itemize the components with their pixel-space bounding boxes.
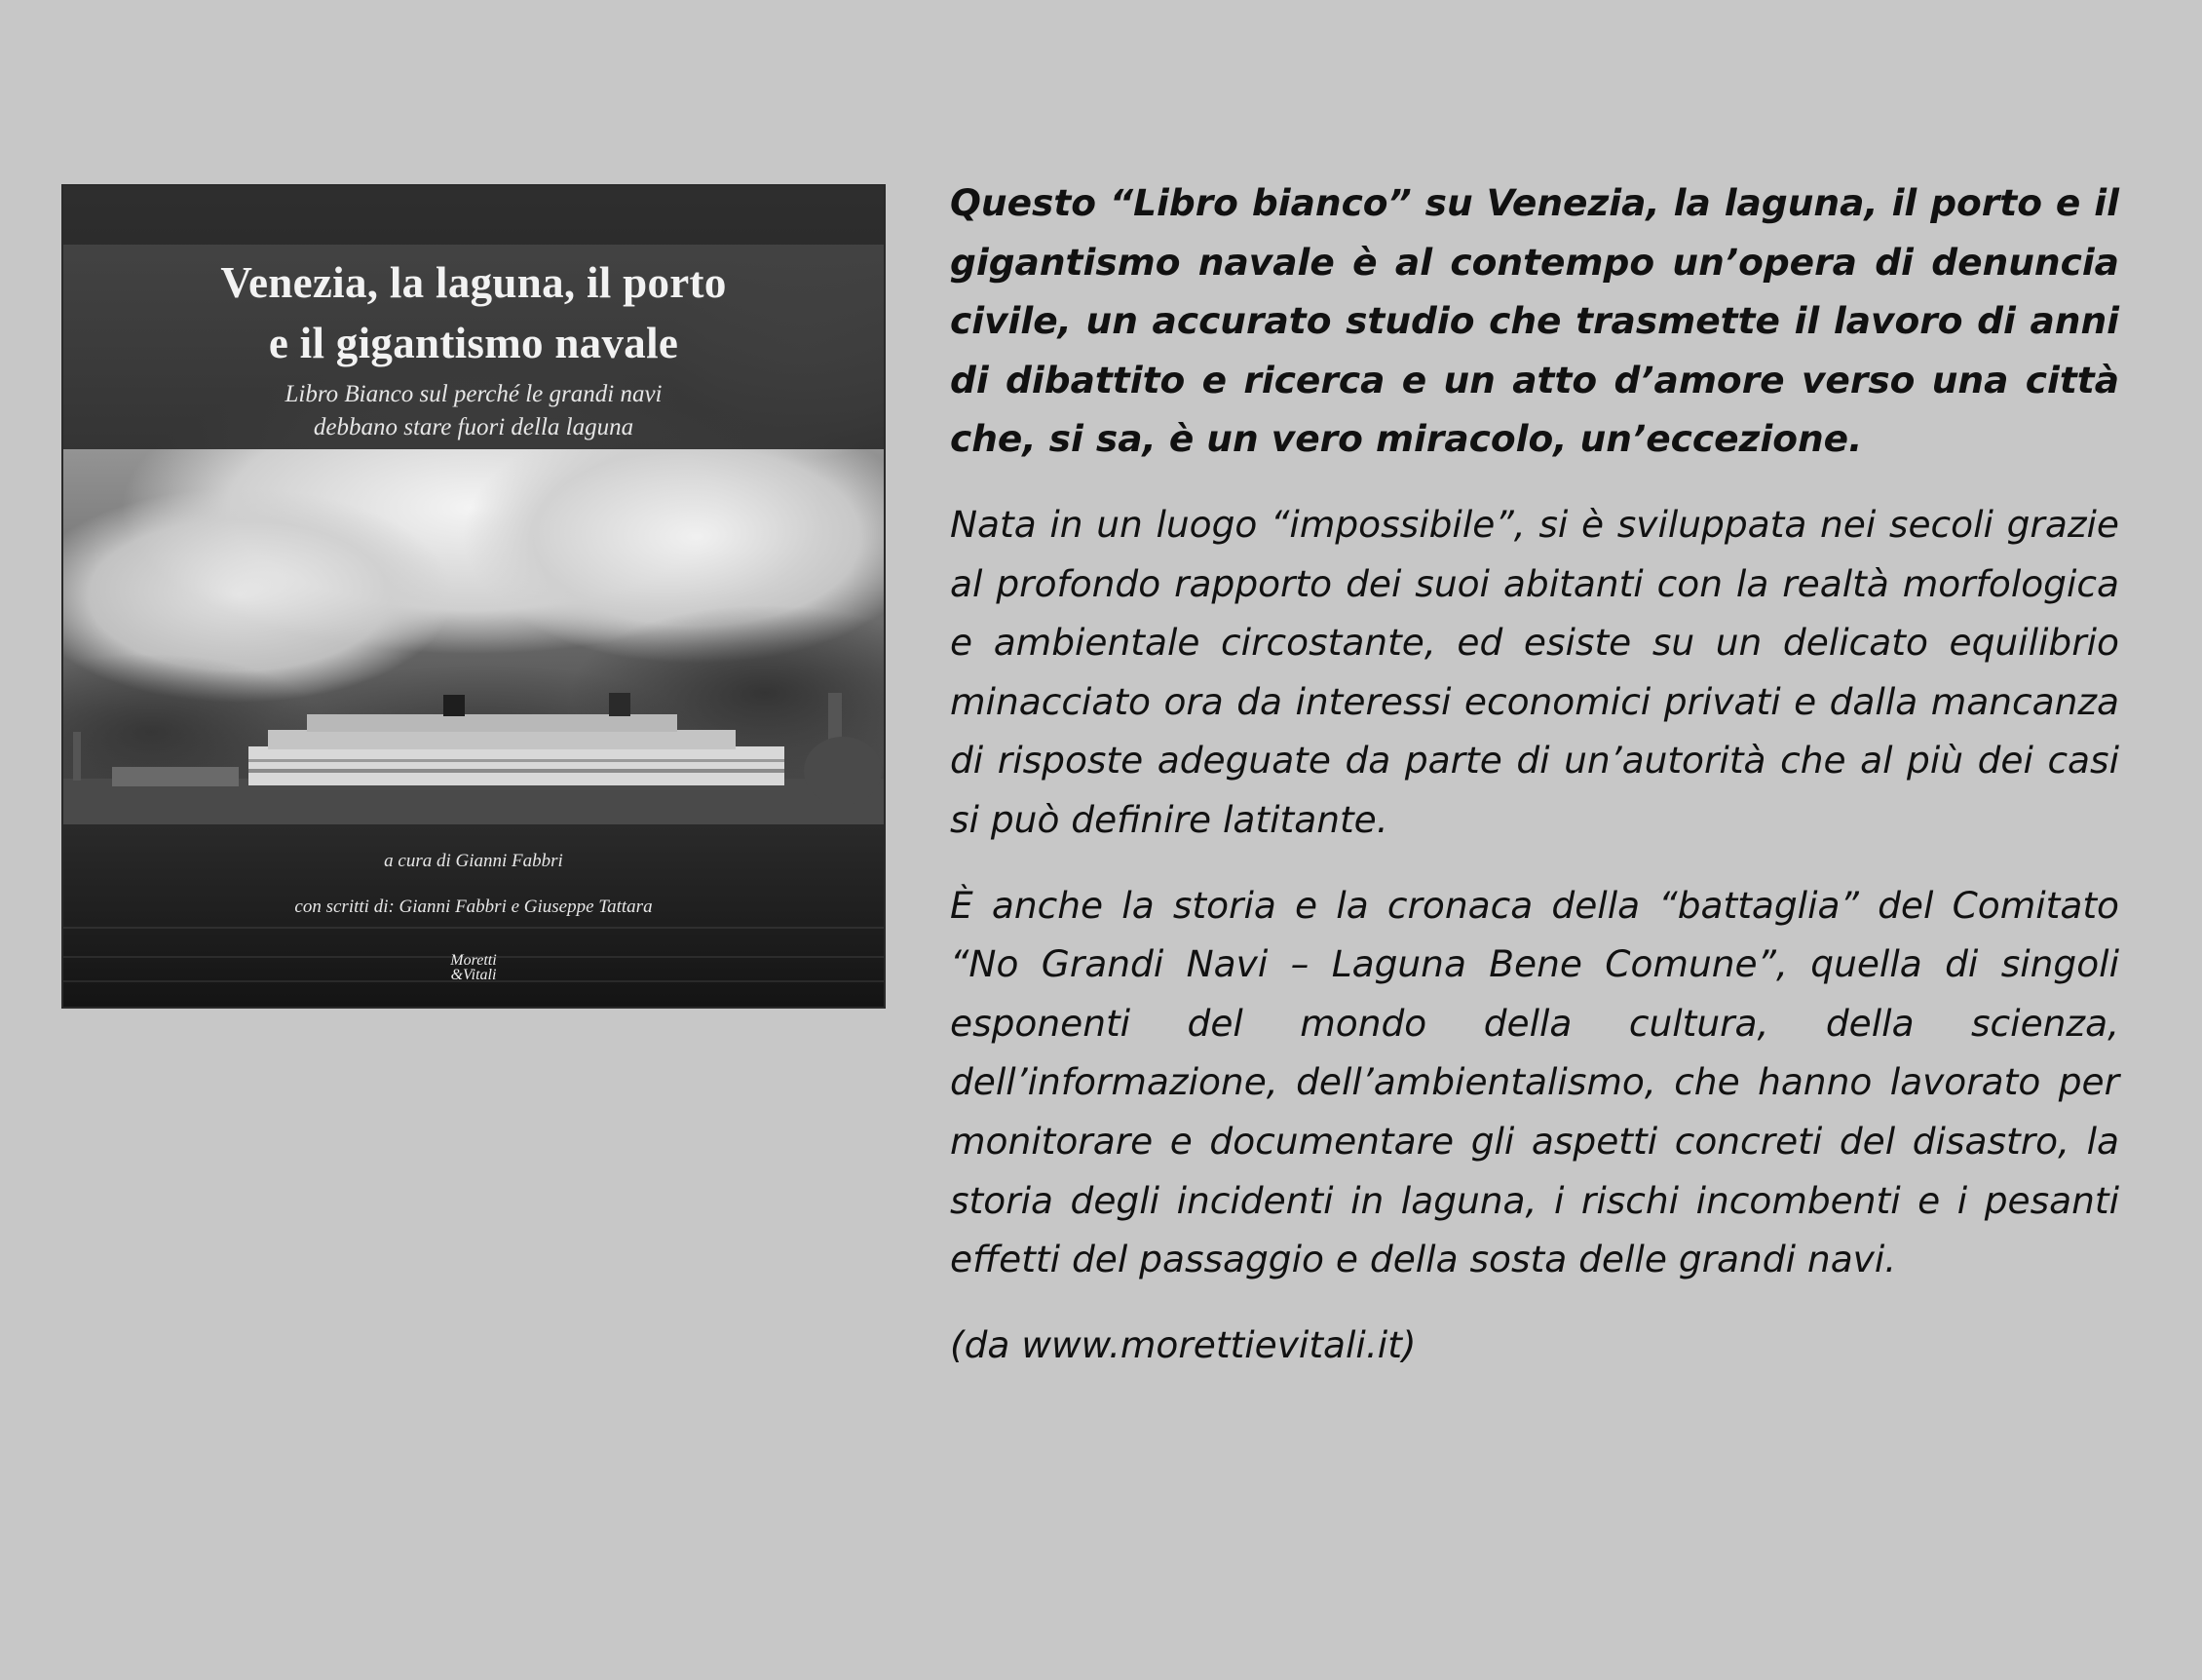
source-credit: (da www.morettievitali.it) <box>950 1322 1417 1366</box>
cover-subtitle-line-1: Libro Bianco sul perché le grandi navi <box>285 381 663 407</box>
cover-title-line-1: Venezia, la laguna, il porto <box>220 258 727 307</box>
body-paragraph-2: Nata in un luogo “impossibile”, si è sviluppata nei secoli grazie al profondo rapporto dei suoi abitanti con la realtà morfologica e ambientale circostante, ed esiste su un delicato equilibrio minacciato ora da interessi economici privati e dalla mancanza di risposte adeguate da parte di un’autorità che al più dei casi si può definire latitante. <box>950 502 2119 841</box>
book-cover <box>61 184 886 1009</box>
cover-editor: a cura di Gianni Fabbri <box>384 851 563 871</box>
book-description <box>950 173 2119 1374</box>
cover-title-line-2: e il gigantismo navale <box>268 319 679 367</box>
cover-subtitle-line-2: debbano stare fuori della laguna <box>313 414 634 440</box>
publisher-logo-line-2: &Vitali <box>450 967 497 983</box>
lead-paragraph: Questo “Libro bianco” su Venezia, la laguna, il porto e il gigantismo navale è al contempo un’opera di denuncia civile, un accurato studio che trasmette il lavoro di anni di dibattito e ricerca e un atto d’amore verso una città che, si sa, è un vero miracolo, un’eccezione. <box>950 181 2119 461</box>
publisher-logo <box>63 953 884 982</box>
cover-writers: con scritti di: Gianni Fabbri e Giuseppe Tattara <box>294 897 653 917</box>
publisher-logo-line-1: Moretti <box>450 952 497 969</box>
body-paragraph-3: È anche la storia e la cronaca della “battaglia” del Comitato “No Grandi Navi – Laguna Bene Comune”, quella di singoli esponenti del mondo della cultura, della scienza, dell’informazione, dell’ambientalismo, che hanno lavorato per monitorare e documentare gli aspetti concreti del disastro, la storia degli incidenti in laguna, i rischi incombenti e i pesanti effetti del passaggio e della sosta delle grandi navi. <box>950 883 2119 1281</box>
cover-title <box>63 252 884 373</box>
cover-subtitle <box>63 378 884 444</box>
